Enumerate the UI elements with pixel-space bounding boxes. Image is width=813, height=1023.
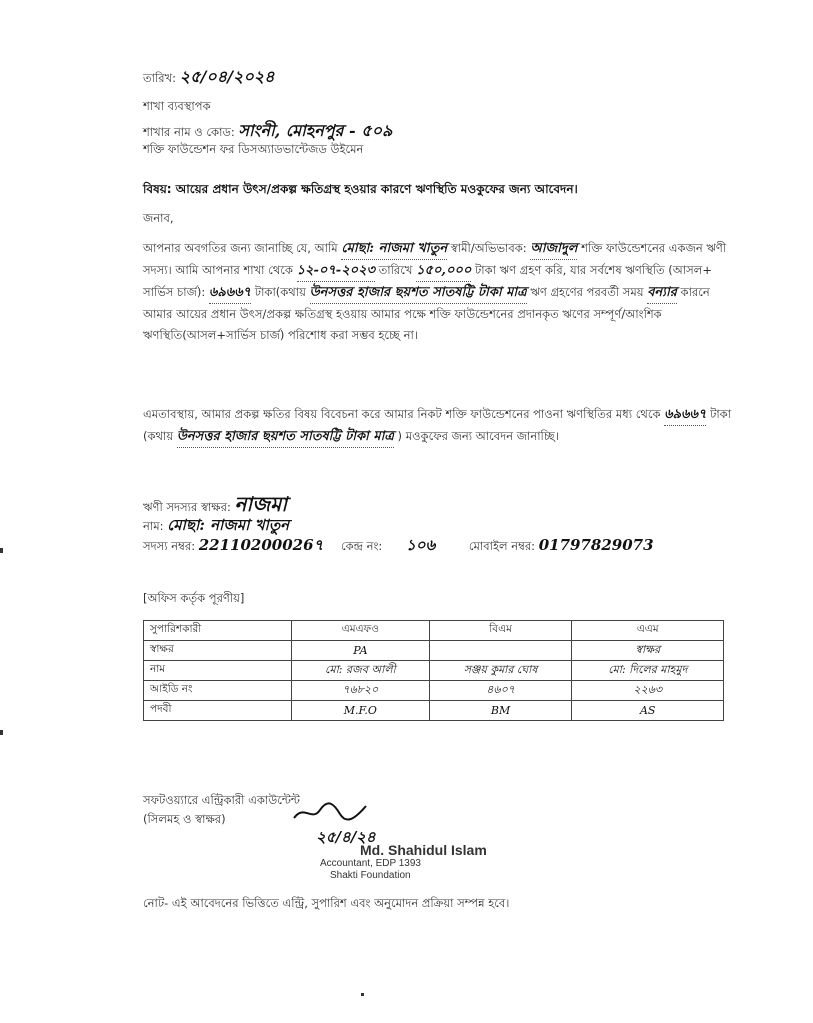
p2-text-1: এমতাবস্থায়, আমার প্রকল্প ক্ষতির বিষয় বিবেচনা করে আমার নিকট শক্তি ফাউন্ডেশনের পাওনা ঋণস্থিতির মধ্য থেকে [143,407,661,421]
footer-note: নোট- এই আবেদনের ভিত্তিতে এন্ট্রি, সুপারিশ এবং অনুমোদন প্রক্রিয়া সম্পন্ন হবে। [143,896,510,910]
bm-designation: BM [429,701,572,721]
waiver-amount-fill: ৬৯৬৬৭ [664,404,706,426]
accountant-title: সফটওয়্যারে এন্ট্রিকারী একাউন্টেন্ট [143,793,300,807]
waiver-words-fill: উনসত্তর হাজার ছয়শত সাতষট্টি টাকা মাত্র [177,426,394,448]
reason-fill: বন্যার [647,282,677,304]
balance-fill: ৬৯৬৬৭ [209,282,251,304]
scan-speck [0,730,3,735]
member-id-value: 22110200026৭ [198,536,324,554]
p1-text-8: কারনে আমার আয়ের প্রধান উৎস/প্রকল্প ক্ষতিগ্রস্থ হওয়ায় আমার পক্ষে শক্তি ফাউন্ডেশনের প্রদানকৃত ঋণের সম্পূর্ণ/আংশিক ঋণস্থিতি(আসল+সার্ভিস চার্জ) পরিশোধ করা সম্ভব হচ্ছে না। [143,285,710,342]
mfo-signature: PA [292,641,430,661]
mobile-value: 01797829073 [538,536,654,554]
member-name-label: নাম: [143,519,164,533]
subject: বিষয়: আয়ের প্রধান উৎস/প্রকল্প ক্ষতিগ্রস্থ হওয়ার কারণে ঋণস্থিতি মওকুফের জন্য আবেদন। [143,182,578,196]
mfo-name: মো: রজব আলী [292,661,430,681]
p1-text-5: টাকা ঋণ গ্রহণ করি, যার সর্বশেষ ঋণস্থিতি (আসল+ সার্ভিস চার্জ): [143,263,712,299]
office-signature-row [144,641,724,661]
loan-date-fill: ১২-০৭-২০২৩ [297,260,375,282]
guardian-fill: আজাদুল [530,238,577,260]
am-signature: স্বাক্ষর [572,641,724,661]
salutation: জনাব, [143,211,174,225]
p1-text-4: তারিখে [378,263,413,277]
date-line [143,64,275,91]
date-value: ২৫/০৪/২০২৪ [179,67,275,86]
p1-text-1: আপনার অবগতির জন্য জানাচ্ছি যে, আমি [143,241,338,255]
office-col-recommender: সুপারিশকারী [144,621,292,641]
paragraph-1 [143,238,733,346]
accountant-date: ২৫/৪/২৪ [316,828,376,846]
accountant-seal-note: (সিলমহ ও স্বাক্ষর) [143,812,226,826]
member-name-value: মোছা: নাজমা খাতুন [167,516,290,534]
office-caption: [অফিস কর্তৃক পূরণীয়] [143,591,245,605]
office-header-row [144,621,724,641]
row-label: আইডি নং [144,681,292,701]
bm-signature [429,641,572,661]
foundation-name: শক্তি ফাউন্ডেশন ফর ডিসঅ্যাডভান্টেজড উইমেন [143,142,364,156]
member-id-label: সদস্য নম্বর: [143,539,196,553]
office-name-row [144,661,724,681]
am-id: ২২৬৩ [572,681,724,701]
mobile-label: মোবাইল নম্বর: [468,539,536,553]
p1-text-3: শক্তি ফাউন্ডেশনের একজন ঋণী সদস্য। আমি আপনার শাখা থেকে [143,241,727,277]
mfo-designation: M.F.O [292,701,430,721]
balance-words-fill: উনসত্তর হাজার ছয়শত সাতষট্টি টাকা মাত্র [310,282,527,304]
center-value: ১০৬ [405,536,436,554]
member-signature: নাজমা [234,492,288,516]
p1-text-2: স্বামী/অভিভাবক: [450,241,527,255]
date-label: তারিখ: [143,71,177,85]
member-name-fill: মোছা: নাজমা খাতুন [341,238,447,260]
paragraph-2 [143,404,733,448]
mfo-id: ৭৬৮২০ [292,681,430,701]
center-label: কেন্দ্র নং: [340,539,383,553]
scan-speck [0,548,3,553]
row-label: স্বাক্ষর [144,641,292,661]
office-table [143,620,724,721]
accountant-stamp [300,822,487,882]
member-sig-label: ঋণী সদস্যর স্বাক্ষর: [143,500,231,514]
am-designation: AS [572,701,724,721]
branch-manager: শাখা ব্যবস্থাপক [143,99,211,113]
stamp-org: Shakti Foundation [330,870,411,881]
branch-label: শাখার নাম ও কোড: [143,125,235,139]
p1-text-7: ঋণ গ্রহণের পরবর্তী সময় [530,285,644,299]
stamp-name: Md. Shahidul Islam [360,842,487,858]
row-label: পদবী [144,701,292,721]
scan-speck [361,993,364,996]
p2-text-2: টাকা (কথায় [143,407,732,443]
bm-name: সঞ্জয় কুমার ঘোষ [429,661,572,681]
office-id-row [144,681,724,701]
office-designation-row [144,701,724,721]
member-id-line [143,534,654,559]
branch-value: সাংনী, মোহনপুর - ৫০৯ [238,121,393,140]
loan-amount-fill: ১৫০,০০০ [416,260,471,282]
office-col-bm: বিএম [429,621,572,641]
office-col-am: এএম [572,621,724,641]
p2-text-3: ) মওকুফের জন্য আবেদন জানাচ্ছি। [397,429,559,443]
bm-id: ৪৬০৭ [429,681,572,701]
stamp-role: Accountant, EDP 1393 [320,858,421,869]
p1-text-6: টাকা(কথায় [254,285,306,299]
office-col-mfo: এমএফও [292,621,430,641]
row-label: নাম [144,661,292,681]
am-name: মো: দিলের মাহমুদ [572,661,724,681]
